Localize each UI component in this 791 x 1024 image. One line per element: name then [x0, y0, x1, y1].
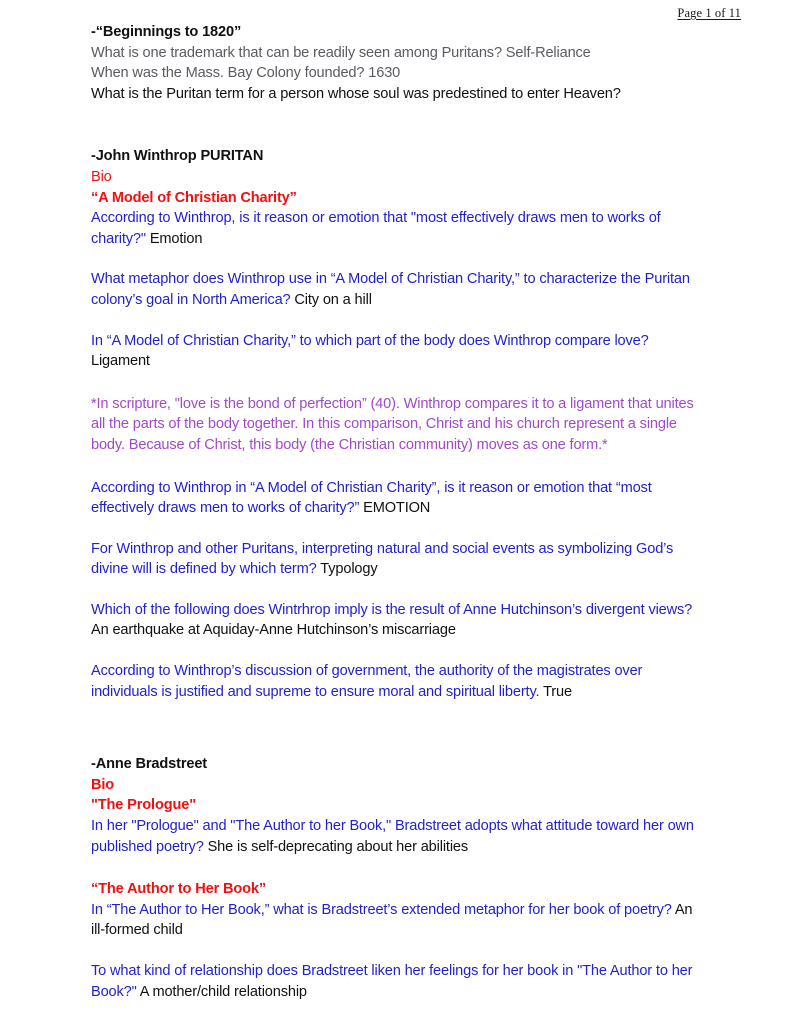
work-title-the-prologue: "The Prologue"	[91, 797, 196, 814]
answer-text	[146, 231, 202, 247]
section-heading-beginnings: -“Beginnings to 1820”	[91, 24, 242, 40]
qa-item	[91, 269, 703, 310]
answer-value: City on a hill	[294, 291, 372, 308]
document-body	[91, 22, 703, 1002]
bio-label-winthrop: Bio	[91, 168, 112, 185]
answer-value: EMOTION	[363, 500, 431, 517]
question-text: What metaphor does Winthrop use in “A Model of Christian Charity,” to characterize the Puritan colony’s goal in North America?	[91, 271, 690, 308]
answer-value: A mother/child relationship	[139, 983, 307, 1000]
answer-value: True	[543, 683, 572, 700]
question-text: In “A Model of Christian Charity,” to which part of the body does Winthrop compare love?	[91, 332, 649, 349]
spacer	[91, 104, 703, 146]
answer-text	[539, 684, 572, 700]
question-text: According to Winthrop in “A Model of Christian Charity”, is it reason or emotion that “most effectively draws men to works of charity?”	[91, 479, 652, 517]
annotation-note-scripture: *In scripture, "love is the bond of perfection” (40). Winthrop compares it to a ligament that unites all the parts of the body together. In this comparison, Christ and his church represent a single body. Because of Christ, this body (the Christian community) moves as one form.*	[91, 395, 694, 453]
answer-value: Emotion	[149, 230, 203, 247]
answer-value: An ill-formed child	[91, 901, 693, 939]
answer-text	[359, 500, 430, 516]
answer-value: Ligament	[91, 353, 150, 370]
section-heading-winthrop: -John Winthrop PURITAN	[91, 148, 264, 165]
section-heading-bradstreet: -Anne Bradstreet	[91, 756, 207, 773]
spacer	[91, 702, 703, 744]
question-text: To what kind of relationship does Bradstreet liken her feelings for her book in "The Author to her Book?"	[91, 963, 693, 1000]
spacer	[91, 744, 703, 754]
spacer	[91, 456, 703, 478]
work-title-model-of-christian-charity: “A Model of Christian Charity”	[91, 189, 297, 206]
answer-text	[137, 984, 307, 1000]
spacer	[91, 580, 703, 600]
question-text: According to Winthrop, is it reason or emotion that "most effectively draws men to works of charity?"	[91, 210, 661, 247]
question-text: In her "Prologue" and "The Author to her Book," Bradstreet adopts what attitude toward her own published poetry?	[91, 818, 694, 855]
spacer	[91, 249, 703, 269]
answer-text	[291, 292, 372, 308]
qa-item	[91, 816, 703, 857]
qa-item	[91, 331, 703, 372]
qa-item	[91, 600, 703, 641]
answer-value: An earthquake at Aquiday-Anne Hutchinson’s miscarriage	[91, 622, 456, 639]
answer-text	[317, 561, 378, 577]
qa-line: When was the Mass. Bay Colony founded? 1630	[91, 65, 401, 82]
bio-label-bradstreet: Bio	[91, 776, 115, 793]
spacer	[91, 641, 703, 661]
section-beginnings	[91, 22, 703, 104]
spacer	[91, 311, 703, 331]
question-text: In “The Author to Her Book,” what is Bradstreet’s extended metaphor for her book of poetry?	[91, 901, 672, 918]
spacer	[91, 857, 703, 879]
qa-item	[91, 961, 703, 1002]
answer-text	[91, 622, 456, 638]
qa-item	[91, 478, 703, 519]
page-number-header: Page 1 of 11	[677, 6, 741, 20]
answer-value: She is self-deprecating about her abilities	[207, 838, 469, 855]
spacer	[91, 519, 703, 539]
question-text: For Winthrop and other Puritans, interpreting natural and social events as symbolizing God’s divine will is defined by which term?	[91, 540, 674, 578]
question-text: Which of the following does Wintrhrop imply is the result of Anne Hutchinson’s divergent views?	[91, 601, 693, 618]
qa-item	[91, 900, 703, 941]
work-title-author-to-her-book: “The Author to Her Book”	[91, 881, 267, 898]
qa-line: What is the Puritan term for a person whose soul was predestined to enter Heaven?	[91, 85, 621, 102]
answer-text	[91, 353, 150, 369]
spacer	[91, 372, 703, 394]
qa-item	[91, 661, 703, 702]
section-bradstreet	[91, 754, 703, 1002]
qa-item	[91, 208, 703, 249]
qa-item	[91, 539, 703, 580]
question-text: According to Winthrop’s discussion of government, the authority of the magistrates over individuals is justified and supreme to ensure moral and spiritual liberty.	[91, 663, 643, 700]
spacer	[91, 941, 703, 961]
answer-value: Typology	[320, 561, 378, 578]
answer-text	[204, 839, 468, 855]
section-winthrop	[91, 146, 703, 702]
qa-line: What is one trademark that can be readily seen among Puritans? Self-Reliance	[91, 44, 591, 61]
